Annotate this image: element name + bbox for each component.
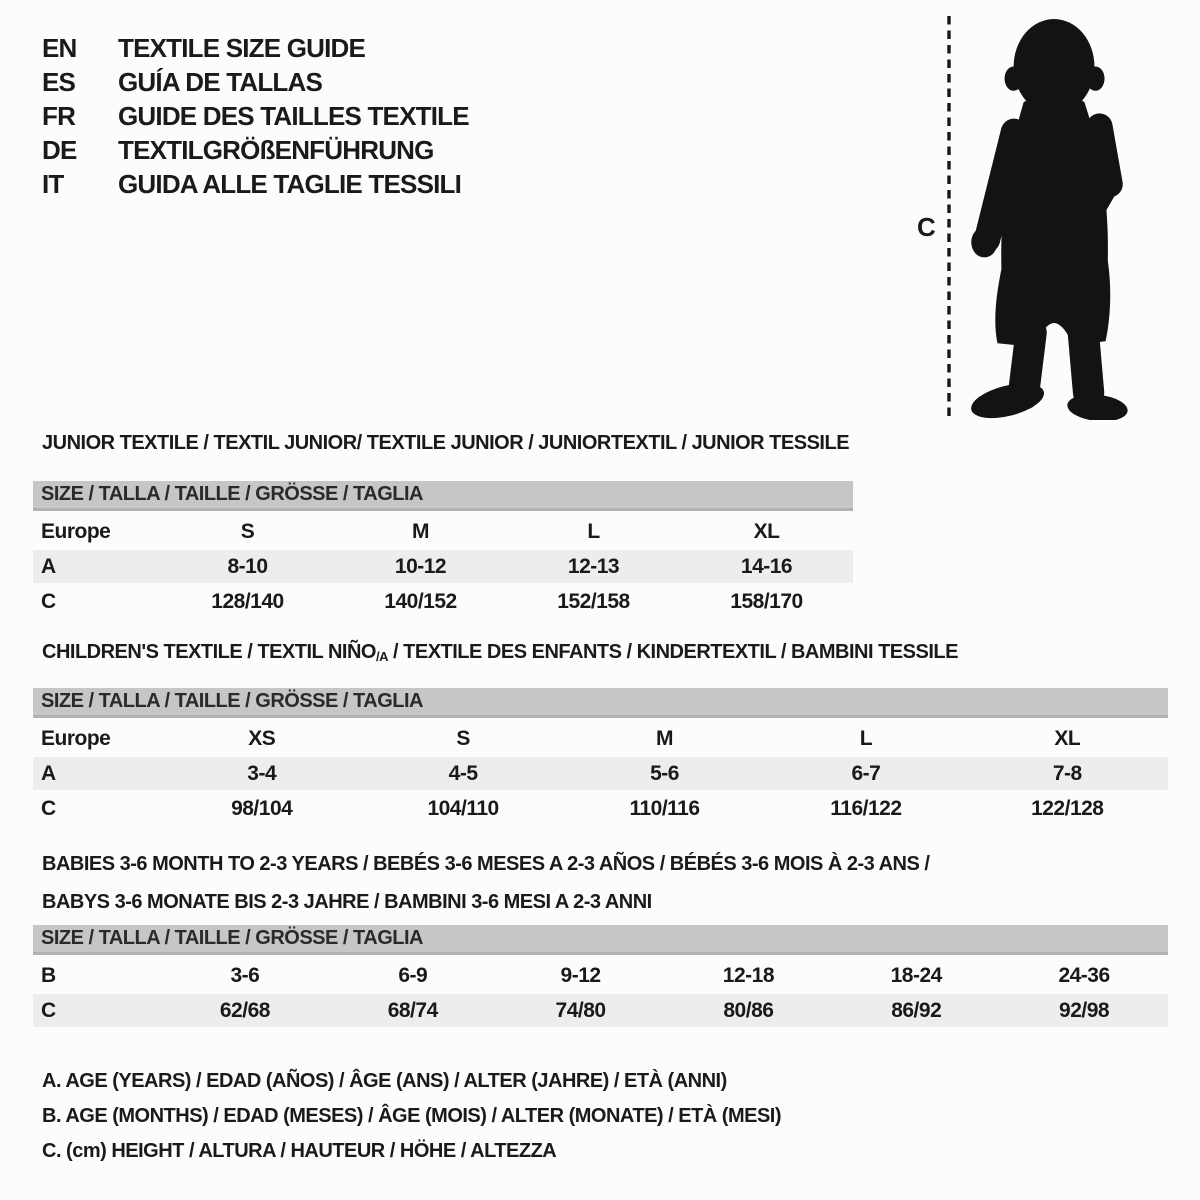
height-cell: 110/116 bbox=[629, 796, 700, 820]
age-cell: 8-10 bbox=[227, 554, 268, 578]
height-cell: 152/158 bbox=[557, 589, 630, 613]
size-cell: XL bbox=[753, 519, 780, 543]
row-label: A bbox=[41, 761, 56, 785]
table-row-height-cm bbox=[33, 994, 1168, 1027]
age-cell: 14-16 bbox=[740, 554, 793, 578]
children-title-pre: CHILDREN'S TEXTILE / TEXTIL NIÑO bbox=[42, 641, 376, 663]
dashed-height-line bbox=[945, 16, 953, 420]
age-cell: 9-12 bbox=[560, 963, 601, 987]
age-cell: 3-4 bbox=[247, 761, 277, 785]
guide-title-it: GUIDA ALLE TAGLIE TESSILI bbox=[118, 168, 462, 199]
table-row-europe bbox=[33, 515, 853, 548]
guide-title-en: TEXTILE SIZE GUIDE bbox=[118, 32, 366, 63]
children-section-title bbox=[42, 641, 958, 664]
guide-title-es: GUÍA DE TALLAS bbox=[118, 66, 323, 97]
size-cell: XL bbox=[1054, 726, 1081, 750]
age-cell: 4-5 bbox=[448, 761, 478, 785]
guide-title-de: TEXTILGRÖßENFÜHRUNG bbox=[118, 134, 434, 165]
lang-code: ES bbox=[42, 66, 76, 97]
children-size-table bbox=[33, 688, 1168, 827]
guide-title-fr: GUIDE DES TAILLES TEXTILE bbox=[118, 100, 469, 131]
age-cell: 12-18 bbox=[722, 963, 775, 987]
table-row-age-months bbox=[33, 959, 1168, 992]
size-header-bar: SIZE / TALLA / TAILLE / GRÖSSE / TAGLIA bbox=[33, 688, 1168, 718]
height-cell: 128/140 bbox=[211, 589, 284, 613]
height-cell: 104/110 bbox=[427, 796, 499, 820]
height-cell: 140/152 bbox=[384, 589, 457, 613]
age-cell: 12-13 bbox=[567, 554, 620, 578]
language-title-block bbox=[42, 31, 469, 201]
row-label: A bbox=[41, 554, 56, 578]
lang-row-it bbox=[42, 167, 469, 201]
age-cell: 24-36 bbox=[1058, 963, 1110, 987]
size-cell: L bbox=[587, 519, 600, 543]
size-cell: S bbox=[240, 519, 255, 543]
height-measure-figure bbox=[893, 8, 1173, 433]
size-header-bar: SIZE / TALLA / TAILLE / GRÖSSE / TAGLIA bbox=[33, 481, 853, 511]
lang-row-es bbox=[42, 65, 469, 99]
babies-size-table bbox=[33, 925, 1168, 1029]
age-cell: 5-6 bbox=[650, 761, 679, 785]
size-cell: M bbox=[412, 519, 429, 543]
row-label: C bbox=[41, 796, 56, 820]
height-cell: 116/122 bbox=[830, 796, 902, 820]
height-cell: 158/170 bbox=[730, 589, 803, 613]
table-row-age-years bbox=[33, 757, 1168, 790]
height-cell: 74/80 bbox=[555, 998, 606, 1022]
legend-block bbox=[42, 1064, 781, 1169]
legend-height-cm: C. (cm) HEIGHT / ALTURA / HAUTEUR / HÖHE / ALTEZZA bbox=[42, 1140, 557, 1162]
age-cell: 7-8 bbox=[1052, 761, 1082, 785]
age-cell: 6-7 bbox=[851, 761, 881, 785]
table-row-age-years bbox=[33, 550, 853, 583]
height-cell: 68/74 bbox=[387, 998, 438, 1022]
age-cell: 10-12 bbox=[394, 554, 447, 578]
babies-title-line1: BABIES 3-6 MONTH TO 2-3 YEARS / BEBÉS 3-6 MESES A 2-3 AÑOS / BÉBÉS 3-6 MOIS À 2-3 ANS / bbox=[42, 853, 930, 875]
lang-row-de bbox=[42, 133, 469, 167]
height-measure-label: C bbox=[917, 212, 936, 242]
junior-section-title: JUNIOR TEXTILE / TEXTIL JUNIOR/ TEXTILE JUNIOR / JUNIORTEXTIL / JUNIOR TESSILE bbox=[42, 432, 850, 454]
junior-size-table bbox=[33, 481, 853, 620]
size-header-bar: SIZE / TALLA / TAILLE / GRÖSSE / TAGLIA bbox=[33, 925, 1168, 955]
lang-row-en bbox=[42, 31, 469, 65]
toddler-silhouette-icon bbox=[969, 16, 1131, 420]
height-cell: 98/104 bbox=[231, 796, 293, 820]
size-cell: L bbox=[859, 726, 873, 750]
height-cell: 62/68 bbox=[219, 998, 270, 1022]
table-row-height-cm bbox=[33, 585, 853, 618]
lang-code: FR bbox=[42, 100, 76, 131]
lang-row-fr bbox=[42, 99, 469, 133]
height-cell: 92/98 bbox=[1059, 998, 1110, 1022]
lang-code: IT bbox=[42, 168, 64, 199]
table-row-europe bbox=[33, 722, 1168, 755]
babies-section-title bbox=[42, 845, 929, 921]
legend-age-years: A. AGE (YEARS) / EDAD (AÑOS) / ÂGE (ANS) / ALTER (JAHRE) / ETÀ (ANNI) bbox=[42, 1070, 727, 1092]
age-cell: 6-9 bbox=[398, 963, 428, 987]
children-title-sub: /A bbox=[375, 649, 388, 664]
lang-code: EN bbox=[42, 32, 77, 63]
height-cell: 86/92 bbox=[891, 998, 942, 1022]
age-cell: 3-6 bbox=[230, 963, 260, 987]
lang-code: DE bbox=[42, 134, 77, 165]
size-cell: S bbox=[456, 726, 470, 750]
legend-age-months: B. AGE (MONTHS) / EDAD (MESES) / ÂGE (MOIS) / ALTER (MONATE) / ETÀ (MESI) bbox=[42, 1105, 782, 1127]
row-label: Europe bbox=[41, 519, 111, 543]
height-cell: 80/86 bbox=[723, 998, 774, 1022]
babies-title-line2: BABYS 3-6 MONATE BIS 2-3 JAHRE / BAMBINI 3-6 MESI A 2-3 ANNI bbox=[42, 891, 652, 913]
size-cell: M bbox=[655, 726, 673, 750]
row-label: C bbox=[41, 998, 56, 1022]
height-cell: 122/128 bbox=[1031, 796, 1104, 820]
age-cell: 18-24 bbox=[890, 963, 942, 987]
size-cell: XS bbox=[248, 726, 276, 750]
row-label: C bbox=[41, 589, 56, 613]
row-label: B bbox=[41, 963, 56, 987]
row-label: Europe bbox=[41, 726, 111, 750]
table-row-height-cm bbox=[33, 792, 1168, 825]
children-title-post: / TEXTILE DES ENFANTS / KINDERTEXTIL / BAMBINI TESSILE bbox=[387, 641, 958, 663]
